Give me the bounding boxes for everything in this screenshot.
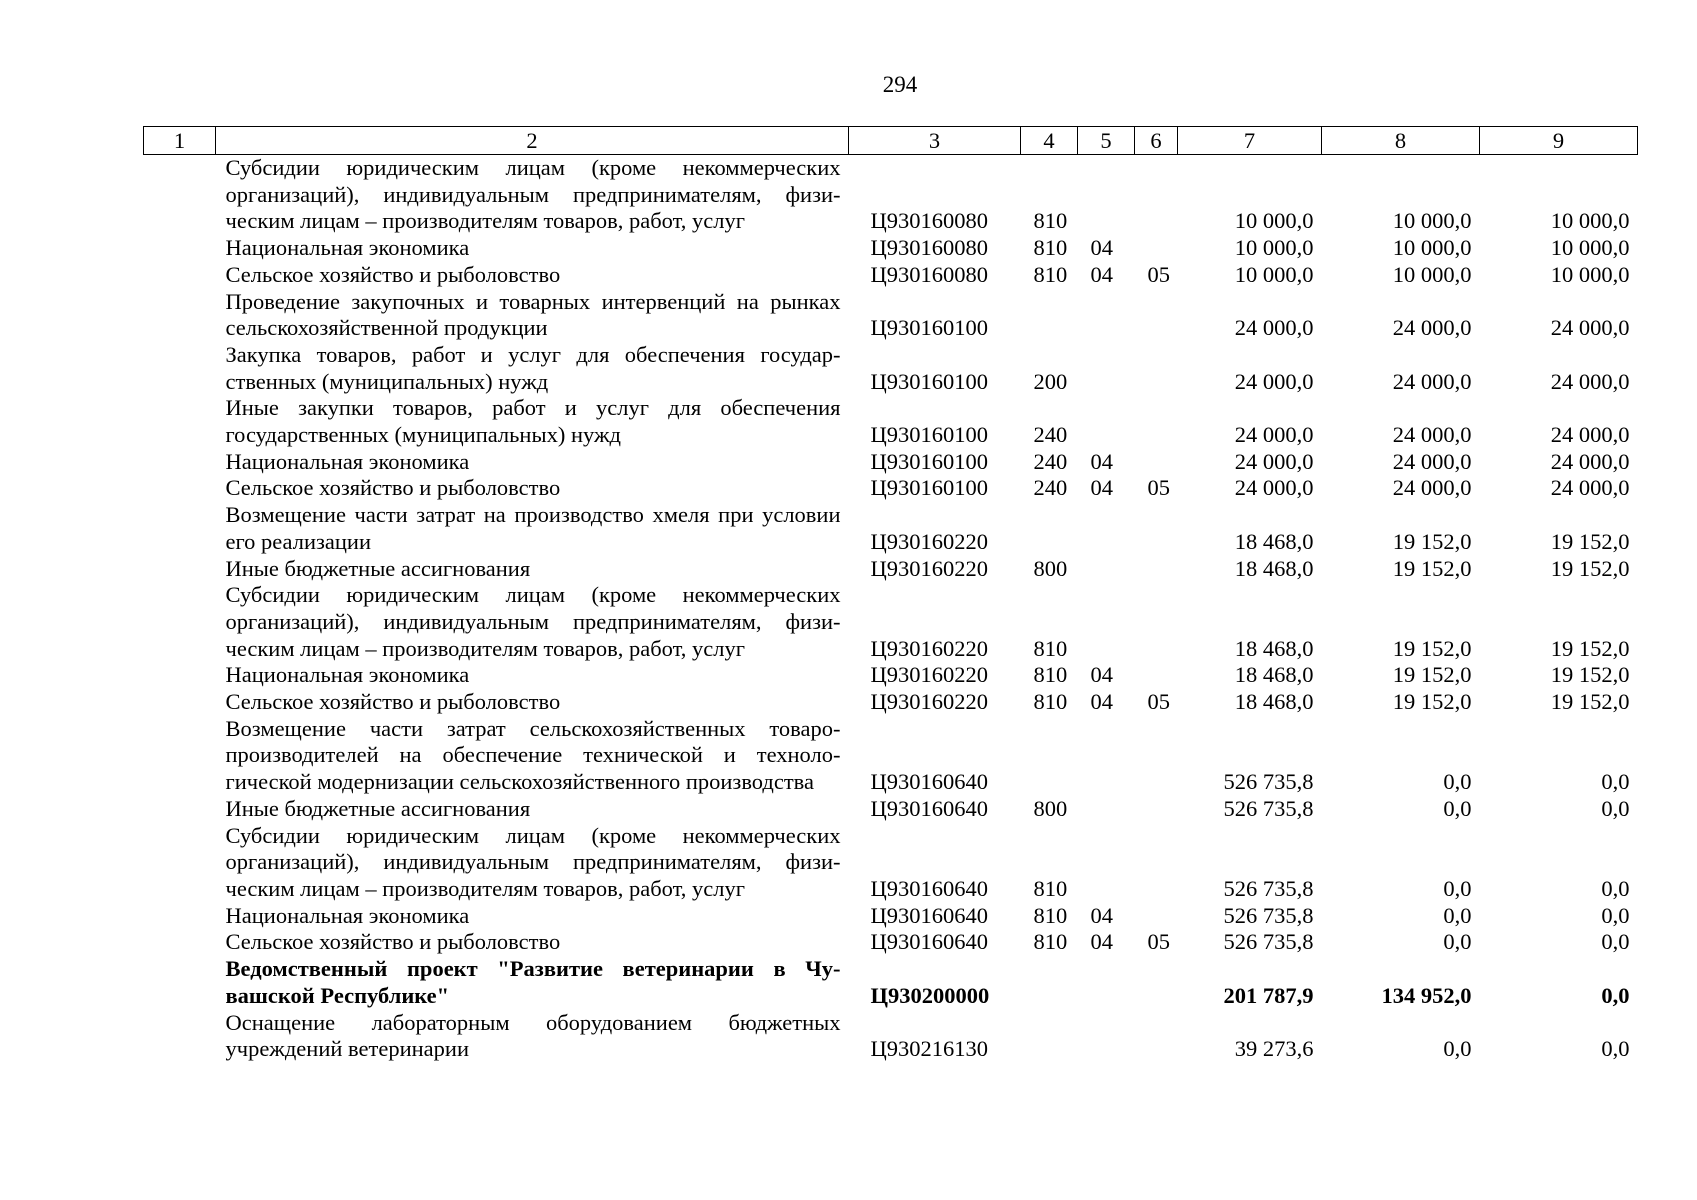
cell-subsection <box>1135 716 1178 796</box>
cell-expense-type: 810 <box>1033 635 1068 661</box>
cell-amount-col9: 10 000,0 <box>1550 261 1630 287</box>
cell-subsection <box>1135 449 1178 476</box>
column-header-2: 2 <box>216 127 849 155</box>
cell-col1 <box>144 395 216 448</box>
cell-amount-col9: 19 152,0 <box>1550 528 1630 554</box>
cell-amount-col9: 24 000,0 <box>1550 475 1630 501</box>
cell-description: Сельское хозяйство и рыболовство <box>225 929 561 955</box>
cell-col1 <box>144 823 216 903</box>
cell-expense-type: 810 <box>1033 875 1068 901</box>
cell-target-code: Ц930160220 <box>870 662 988 688</box>
cell-description: Национальная экономика <box>225 235 470 261</box>
table-row <box>144 823 1638 903</box>
cell-subsection: 05 <box>1147 475 1170 501</box>
cell-expense-type: 810 <box>1033 902 1068 928</box>
column-header-8: 8 <box>1322 127 1480 155</box>
cell-amount-col7: 10 000,0 <box>1234 208 1314 234</box>
cell-description: Иные бюджетные ассигнования <box>225 795 531 821</box>
cell-amount-col8: 19 152,0 <box>1392 528 1472 554</box>
cell-target-code: Ц930160100 <box>870 422 988 448</box>
cell-section: 04 <box>1090 448 1113 474</box>
cell-expense-type: 200 <box>1033 368 1068 394</box>
cell-description: Возмещение части затрат на производство хмеля при условии его реализации <box>225 502 841 554</box>
table-row <box>144 342 1638 395</box>
cell-amount-col7: 201 787,9 <box>1223 982 1314 1008</box>
cell-subsection <box>1135 956 1178 1009</box>
cell-target-code: Ц930216130 <box>870 1036 988 1062</box>
cell-col1 <box>144 502 216 555</box>
cell-amount-col9: 0,0 <box>1601 795 1630 821</box>
cell-section <box>1078 155 1135 236</box>
cell-col1 <box>144 475 216 502</box>
table-row <box>144 155 1638 236</box>
cell-expense-type: 800 <box>1033 795 1068 821</box>
cell-section: 04 <box>1090 689 1113 715</box>
cell-amount-col9: 10 000,0 <box>1550 235 1630 261</box>
cell-section <box>1078 582 1135 662</box>
cell-subsection <box>1135 289 1178 342</box>
cell-amount-col7: 526 735,8 <box>1223 902 1314 928</box>
table-row <box>144 716 1638 796</box>
cell-amount-col8: 10 000,0 <box>1392 235 1472 261</box>
cell-description: Субсидии юридическим лицам (кроме некоммерческих организаций), индивидуальным предпринимателям, физическим лицам – производителям товаров, работ, услуг <box>225 582 841 661</box>
cell-section <box>1078 502 1135 555</box>
column-header-5: 5 <box>1078 127 1135 155</box>
cell-amount-col7: 24 000,0 <box>1234 315 1314 341</box>
cell-col1 <box>144 956 216 1009</box>
cell-amount-col9: 19 152,0 <box>1550 635 1630 661</box>
cell-amount-col8: 24 000,0 <box>1392 315 1472 341</box>
cell-amount-col8: 19 152,0 <box>1392 555 1472 581</box>
cell-amount-col9: 0,0 <box>1601 769 1630 795</box>
cell-target-code: Ц930160640 <box>870 902 988 928</box>
cell-amount-col8: 0,0 <box>1443 1036 1472 1062</box>
cell-target-code: Ц930160640 <box>870 875 988 901</box>
cell-section: 04 <box>1090 902 1113 928</box>
table-row <box>144 556 1638 583</box>
cell-expense-type: 810 <box>1033 689 1068 715</box>
table-row <box>144 582 1638 662</box>
cell-description: Оснащение лабораторным оборудованием бюджетных учреждений ветеринарии <box>225 1009 841 1062</box>
cell-expense-type <box>1021 716 1078 796</box>
cell-amount-col9: 0,0 <box>1601 929 1630 955</box>
table-row <box>144 449 1638 476</box>
cell-section: 04 <box>1090 475 1113 501</box>
cell-description: Возмещение части затрат сельскохозяйственных товаропроизводителей на обеспечение технической и технологической модернизации сельскохозяйственного производства <box>225 715 841 795</box>
column-header-7: 7 <box>1178 127 1322 155</box>
table-row <box>144 956 1638 1009</box>
cell-section: 04 <box>1090 235 1113 261</box>
cell-amount-col7: 10 000,0 <box>1234 235 1314 261</box>
cell-subsection: 05 <box>1147 929 1170 955</box>
cell-description: Субсидии юридическим лицам (кроме некоммерческих организаций), индивидуальным предпринимателям, физическим лицам – производителям товаров, работ, услуг <box>225 822 841 901</box>
cell-amount-col7: 526 735,8 <box>1223 795 1314 821</box>
column-header-4: 4 <box>1021 127 1078 155</box>
cell-subsection <box>1135 155 1178 236</box>
cell-description: Национальная экономика <box>225 448 470 474</box>
cell-amount-col9: 0,0 <box>1601 982 1630 1008</box>
cell-amount-col7: 18 468,0 <box>1234 528 1314 554</box>
column-header-3: 3 <box>849 127 1021 155</box>
table-header <box>144 127 1638 155</box>
cell-target-code: Ц930160220 <box>870 555 988 581</box>
cell-expense-type: 810 <box>1033 662 1068 688</box>
cell-description: Иные бюджетные ассигнования <box>225 555 531 581</box>
table-row <box>144 796 1638 823</box>
cell-amount-col7: 24 000,0 <box>1234 475 1314 501</box>
cell-description: Ведомственный проект "Развитие ветеринарии в Чувашской Республике" <box>225 956 841 1008</box>
cell-section <box>1078 289 1135 342</box>
cell-amount-col7: 10 000,0 <box>1234 261 1314 287</box>
column-header-9: 9 <box>1480 127 1638 155</box>
cell-expense-type: 240 <box>1033 475 1068 501</box>
cell-expense-type: 810 <box>1033 235 1068 261</box>
cell-target-code: Ц930160100 <box>870 315 988 341</box>
cell-amount-col9: 19 152,0 <box>1550 555 1630 581</box>
table-row <box>144 502 1638 555</box>
cell-col1 <box>144 582 216 662</box>
cell-amount-col8: 24 000,0 <box>1392 448 1472 474</box>
cell-subsection <box>1135 796 1178 823</box>
cell-subsection <box>1135 1010 1178 1063</box>
cell-col1 <box>144 289 216 342</box>
cell-col1 <box>144 716 216 796</box>
cell-col1 <box>144 262 216 289</box>
cell-amount-col9: 24 000,0 <box>1550 368 1630 394</box>
cell-target-code: Ц930160080 <box>870 208 988 234</box>
cell-target-code: Ц930200000 <box>870 982 990 1008</box>
cell-description: Иные закупки товаров, работ и услуг для обеспечения государственных (муниципальных) нужд <box>225 395 841 448</box>
column-header-1: 1 <box>144 127 216 155</box>
cell-section: 04 <box>1090 662 1113 688</box>
cell-amount-col8: 0,0 <box>1443 795 1472 821</box>
cell-amount-col9: 19 152,0 <box>1550 662 1630 688</box>
cell-subsection <box>1135 903 1178 930</box>
cell-target-code: Ц930160080 <box>870 235 988 261</box>
cell-subsection <box>1135 556 1178 583</box>
cell-expense-type: 800 <box>1033 555 1068 581</box>
cell-expense-type: 810 <box>1033 929 1068 955</box>
cell-amount-col8: 0,0 <box>1443 875 1472 901</box>
cell-amount-col7: 39 273,6 <box>1234 1036 1314 1062</box>
cell-subsection <box>1135 395 1178 448</box>
cell-amount-col8: 24 000,0 <box>1392 475 1472 501</box>
table-row <box>144 262 1638 289</box>
cell-amount-col9: 19 152,0 <box>1550 689 1630 715</box>
table-row <box>144 235 1638 262</box>
cell-col1 <box>144 796 216 823</box>
cell-section <box>1078 956 1135 1009</box>
cell-col1 <box>144 449 216 476</box>
cell-amount-col8: 10 000,0 <box>1392 208 1472 234</box>
cell-col1 <box>144 662 216 689</box>
table-row <box>144 1010 1638 1063</box>
cell-col1 <box>144 155 216 236</box>
cell-subsection: 05 <box>1147 261 1170 287</box>
cell-col1 <box>144 903 216 930</box>
cell-description: Сельское хозяйство и рыболовство <box>225 689 561 715</box>
cell-description: Сельское хозяйство и рыболовство <box>225 261 561 287</box>
cell-expense-type <box>1021 289 1078 342</box>
cell-amount-col8: 24 000,0 <box>1392 422 1472 448</box>
cell-section: 04 <box>1090 261 1113 287</box>
table-row <box>144 395 1638 448</box>
budget-table <box>143 126 1638 1063</box>
cell-expense-type: 240 <box>1033 422 1068 448</box>
cell-amount-col7: 526 735,8 <box>1223 929 1314 955</box>
cell-expense-type <box>1021 956 1078 1009</box>
cell-section <box>1078 796 1135 823</box>
cell-target-code: Ц930160640 <box>870 769 988 795</box>
cell-col1 <box>144 1010 216 1063</box>
cell-amount-col9: 0,0 <box>1601 902 1630 928</box>
cell-col1 <box>144 342 216 395</box>
cell-subsection <box>1135 662 1178 689</box>
table-row <box>144 903 1638 930</box>
cell-col1 <box>144 689 216 716</box>
cell-description: Национальная экономика <box>225 902 470 928</box>
cell-target-code: Ц930160100 <box>870 475 988 501</box>
cell-amount-col7: 24 000,0 <box>1234 448 1314 474</box>
table-row <box>144 662 1638 689</box>
cell-amount-col8: 19 152,0 <box>1392 635 1472 661</box>
cell-target-code: Ц930160080 <box>870 261 988 287</box>
table-row <box>144 689 1638 716</box>
cell-subsection: 05 <box>1147 689 1170 715</box>
cell-section: 04 <box>1090 929 1113 955</box>
cell-amount-col7: 24 000,0 <box>1234 422 1314 448</box>
cell-amount-col7: 18 468,0 <box>1234 635 1314 661</box>
cell-description: Сельское хозяйство и рыболовство <box>225 475 561 501</box>
cell-amount-col8: 0,0 <box>1443 902 1472 928</box>
cell-amount-col8: 19 152,0 <box>1392 689 1472 715</box>
cell-section <box>1078 1010 1135 1063</box>
cell-section <box>1078 556 1135 583</box>
cell-subsection <box>1135 823 1178 903</box>
cell-subsection <box>1135 235 1178 262</box>
cell-expense-type: 810 <box>1033 208 1068 234</box>
cell-description: Закупка товаров, работ и услуг для обеспечения государственных (муниципальных) нужд <box>225 341 841 394</box>
cell-amount-col8: 0,0 <box>1443 769 1472 795</box>
cell-target-code: Ц930160640 <box>870 795 988 821</box>
table-body <box>144 155 1638 1063</box>
cell-col1 <box>144 929 216 956</box>
cell-section <box>1078 395 1135 448</box>
cell-amount-col9: 10 000,0 <box>1550 208 1630 234</box>
cell-amount-col7: 18 468,0 <box>1234 555 1314 581</box>
cell-amount-col9: 24 000,0 <box>1550 448 1630 474</box>
cell-expense-type: 240 <box>1033 448 1068 474</box>
cell-amount-col8: 19 152,0 <box>1392 662 1472 688</box>
cell-expense-type <box>1021 1010 1078 1063</box>
cell-target-code: Ц930160640 <box>870 929 988 955</box>
cell-amount-col9: 24 000,0 <box>1550 315 1630 341</box>
cell-target-code: Ц930160220 <box>870 528 988 554</box>
cell-amount-col7: 18 468,0 <box>1234 689 1314 715</box>
cell-target-code: Ц930160100 <box>870 448 988 474</box>
cell-subsection <box>1135 582 1178 662</box>
page-number: 294 <box>882 72 918 97</box>
cell-expense-type <box>1021 502 1078 555</box>
cell-target-code: Ц930160220 <box>870 689 988 715</box>
table-row <box>144 289 1638 342</box>
cell-description: Проведение закупочных и товарных интервенций на рынках сельскохозяйственной продукции <box>225 288 841 341</box>
cell-section <box>1078 823 1135 903</box>
cell-amount-col8: 10 000,0 <box>1392 261 1472 287</box>
cell-amount-col9: 24 000,0 <box>1550 422 1630 448</box>
cell-amount-col7: 526 735,8 <box>1223 875 1314 901</box>
cell-amount-col7: 18 468,0 <box>1234 662 1314 688</box>
cell-description: Субсидии юридическим лицам (кроме некоммерческих организаций), индивидуальным предпринимателям, физическим лицам – производителям товаров, работ, услуг <box>225 155 841 234</box>
cell-amount-col7: 526 735,8 <box>1223 769 1314 795</box>
cell-amount-col8: 134 952,0 <box>1381 982 1472 1008</box>
cell-amount-col9: 0,0 <box>1601 1036 1630 1062</box>
cell-amount-col8: 0,0 <box>1443 929 1472 955</box>
cell-subsection <box>1135 502 1178 555</box>
cell-description: Национальная экономика <box>225 662 470 688</box>
cell-target-code: Ц930160220 <box>870 635 988 661</box>
cell-amount-col8: 24 000,0 <box>1392 368 1472 394</box>
cell-col1 <box>144 556 216 583</box>
cell-section <box>1078 342 1135 395</box>
table-row <box>144 475 1638 502</box>
cell-amount-col9: 0,0 <box>1601 875 1630 901</box>
cell-amount-col7: 24 000,0 <box>1234 368 1314 394</box>
cell-subsection <box>1135 342 1178 395</box>
cell-expense-type: 810 <box>1033 261 1068 287</box>
header-row <box>144 127 1638 155</box>
cell-section <box>1078 716 1135 796</box>
cell-target-code: Ц930160100 <box>870 368 988 394</box>
table-row <box>144 929 1638 956</box>
column-header-6: 6 <box>1135 127 1178 155</box>
cell-col1 <box>144 235 216 262</box>
